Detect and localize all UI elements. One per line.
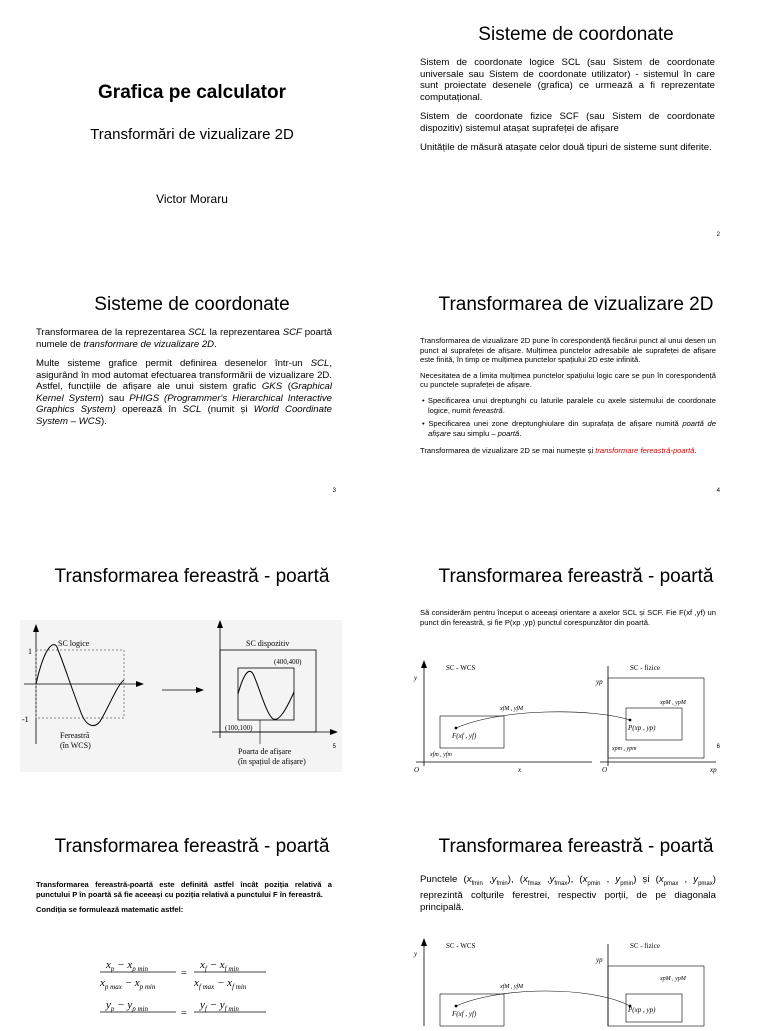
- slide-body: [420, 336, 716, 462]
- slide-body: [36, 880, 332, 921]
- window-label: Fereastră: [60, 731, 90, 740]
- arrowhead: [421, 660, 427, 668]
- slide-8: [384, 768, 768, 1024]
- mapping-curve: [456, 712, 630, 728]
- svg-text:yf − yf min: $y_f - y_{f min}$: [200, 999, 239, 1013]
- sine-curve: [36, 645, 124, 726]
- paragraph: Transformarea de vizualizare 2D pune în corespondență fiecărui punct al unui desen un punct al suprafeței de afișare. Mulțimea punctelor adresabile ale suprafeței de afișare este finită, în timp ce mulțimea punctelor spațiului 2D este infinită.: [420, 336, 716, 365]
- formula-svg: [96, 954, 286, 1024]
- diagram-svg: [412, 658, 720, 776]
- y-tick-label: -1: [22, 715, 29, 724]
- slide-body: Să considerăm pentru început o aceeași orientare a axelor SCL și SCF. Fie F(xf ,yf) un punct din fereastră, și fie P(xp ,yp) punctul corespunzător din poartă.: [420, 608, 716, 627]
- paragraph: Unitățile de măsură atașate celor două tipuri de sisteme sunt diferite.: [420, 142, 712, 153]
- svg-text:xpM , ypM: xpM , ypM: [660, 976, 686, 982]
- slide-title: Transformarea fereastră - poartă: [438, 836, 714, 857]
- viewport-label: Poarta de afișare: [238, 747, 292, 756]
- system-label: SC - fizice: [630, 664, 660, 672]
- viewport-rect: [238, 668, 294, 720]
- paragraph: Transformarea de la reprezentarea SCL la reprezentarea SCF poartă numele de transformare de vizualizare 2D.: [36, 327, 332, 350]
- diagram-svg: [412, 936, 720, 1026]
- slide-title: Sisteme de coordonate: [478, 24, 674, 45]
- arrowhead: [330, 729, 338, 735]
- arrowhead: [136, 681, 144, 687]
- slide-6: [384, 512, 768, 774]
- corner-label: (400,400): [274, 658, 302, 666]
- svg-text:O: O: [414, 766, 420, 774]
- window-viewport-diagram: [412, 936, 720, 1026]
- svg-text:O: O: [602, 766, 608, 774]
- slide-title: Sisteme de coordonate: [94, 294, 290, 315]
- slide-title: Transformarea fereastră - poartă: [54, 836, 330, 857]
- window-viewport-diagram: [412, 658, 720, 776]
- svg-text:xpM , ypM: xpM , ypM: [660, 700, 686, 706]
- presentation-title: Grafica pe calculator: [98, 82, 286, 103]
- svg-text:=: =: [180, 967, 188, 979]
- svg-text:xpm , ypm: xpm , ypm: [612, 746, 637, 752]
- diagram-svg: [20, 620, 342, 772]
- slide-5: [0, 512, 384, 768]
- svg-text:F(xf , yf): F(xf , yf): [452, 1010, 477, 1018]
- svg-text:xfM , yfM: xfM , yfM: [500, 706, 524, 712]
- list-item: • Specificarea unei zone dreptunghiulare din suprafața de afișare numită poartă de afișare sau simplu – poartă.: [422, 419, 716, 438]
- svg-text:y: y: [414, 674, 418, 682]
- svg-text:xp − xp min: $x_p - x_{p min}$: [106, 959, 148, 973]
- slide-3: [0, 256, 384, 512]
- page-number: 3: [332, 488, 336, 494]
- viewport-label: (în spațiul de afișare): [238, 757, 306, 766]
- slide-4: [384, 256, 768, 512]
- svg-text:xf − xf min: $x_f - x_{f min}$: [200, 959, 239, 973]
- slide-title: Transformarea fereastră - poartă: [54, 566, 330, 587]
- paragraph: Necesitatea de a limita mulțimea punctelor spațiului logic care se pun în corespondență cu punctele suprafeței de afișare.: [420, 370, 716, 390]
- system-label: SC - WCS: [446, 664, 476, 672]
- sine-curve-viewport: [238, 671, 294, 719]
- page-number: 5: [332, 744, 336, 750]
- paragraph: Sistem de coordonate logice SCL (sau Sistem de coordonate universale sau Sistem de coordonate utilizator) - sistemul în care sunt proiectate desenele (grafica) ce urmează a fi reprezentate computațional.: [420, 57, 715, 103]
- presentation-author: Victor Moraru: [156, 192, 228, 206]
- svg-text:xfm , yfm: xfm , yfm: [430, 752, 452, 758]
- system-label: SC - fizice: [630, 942, 660, 950]
- paragraph: Transformarea fereastră-poartă este definită astfel încât poziția relativă a punctului P în poartă să fie aceeași cu poziția relativă a punctului F în fereastră.: [36, 880, 332, 899]
- system-label: SC logice: [58, 639, 90, 648]
- svg-text:yp: yp: [596, 956, 603, 964]
- arrowhead: [196, 687, 204, 693]
- svg-text:xf max − xf min: $x_{f max} - x_{f min}$: [194, 977, 247, 991]
- svg-text:xp: xp: [710, 766, 717, 774]
- svg-text:yp: yp: [596, 678, 603, 686]
- svg-text:xfM , yfM: xfM , yfM: [500, 984, 524, 990]
- window-viewport-diagram: [20, 620, 342, 772]
- svg-text:P(xp , yp): P(xp , yp): [628, 724, 656, 732]
- paragraph: Multe sisteme grafice permit definirea desenelor într-un SCL, asigurând în mod automat efectuarea transformării de vizualizare 2D. Astfel, funcțiile de afișare ale unui sistem grafic GKS (Graphical Kernel System) sau PHIGS (Programmer's Hierarchical Interactive Graphics System) operează în SCL (numit și World Coordinate System – WCS).: [36, 358, 332, 427]
- svg-text:yp − yp min: $y_p - y_{p min}$: [106, 999, 148, 1013]
- arrowhead: [33, 624, 39, 632]
- page-number: 4: [716, 488, 720, 494]
- slide-body: Punctele ($x_{fmin}$ $,y_{fmin}$), ($x_{fmax}$ $,y_{fmax}$), ($x_{pmin}$ , $y_{pmin}$) și ($x_{pmax}$ , $y_{pmax}$) reprezintă colțurile ferestrei, respectiv porții, de pe diagonala principală.: [420, 874, 716, 913]
- paragraph: Condiția se formulează matematic astfel:: [36, 905, 184, 915]
- svg-text:xp max − xp min: $x_{p max} - x_{p min}$: [100, 977, 156, 991]
- slide-body: [420, 57, 715, 162]
- slide-7: [0, 768, 384, 1024]
- slide-2: [384, 0, 768, 256]
- arrowhead: [217, 620, 223, 628]
- slide-title: Transformarea fereastră - poartă: [438, 566, 714, 587]
- svg-text:x: x: [518, 766, 522, 774]
- list-item: • Specificarea unui dreptunghi cu laturile paralele cu axele sistemului de coordonate logice, numit fereastră.: [422, 395, 716, 415]
- page-number: 2: [716, 232, 720, 238]
- system-label: SC dispozitiv: [246, 639, 290, 648]
- paragraph: Transformarea de vizualizare 2D se mai numește și transformare fereastră-poartă.: [420, 446, 697, 456]
- presentation-subtitle: Transformări de vizualizare 2D: [90, 126, 294, 143]
- slide-body: [36, 327, 332, 435]
- window-label: (în WCS): [60, 741, 91, 750]
- slide-title: Transformarea de vizualizare 2D: [438, 294, 714, 315]
- slide-1: [0, 0, 384, 256]
- corner-label: (100,100): [225, 724, 253, 732]
- svg-text:F(xf , yf): F(xf , yf): [452, 732, 477, 740]
- page-number: 6: [716, 744, 720, 750]
- y-tick-label: 1: [28, 647, 32, 656]
- paragraph: Sistem de coordonate fizice SCF (sau Sistem de coordonate dispozitiv) sistemul atașat suprafeței de afișare: [420, 111, 715, 134]
- svg-text:P(xp , yp): P(xp , yp): [628, 1006, 656, 1014]
- svg-text:y: y: [414, 950, 418, 958]
- system-label: SC - WCS: [446, 942, 476, 950]
- svg-text:=: =: [180, 1007, 188, 1019]
